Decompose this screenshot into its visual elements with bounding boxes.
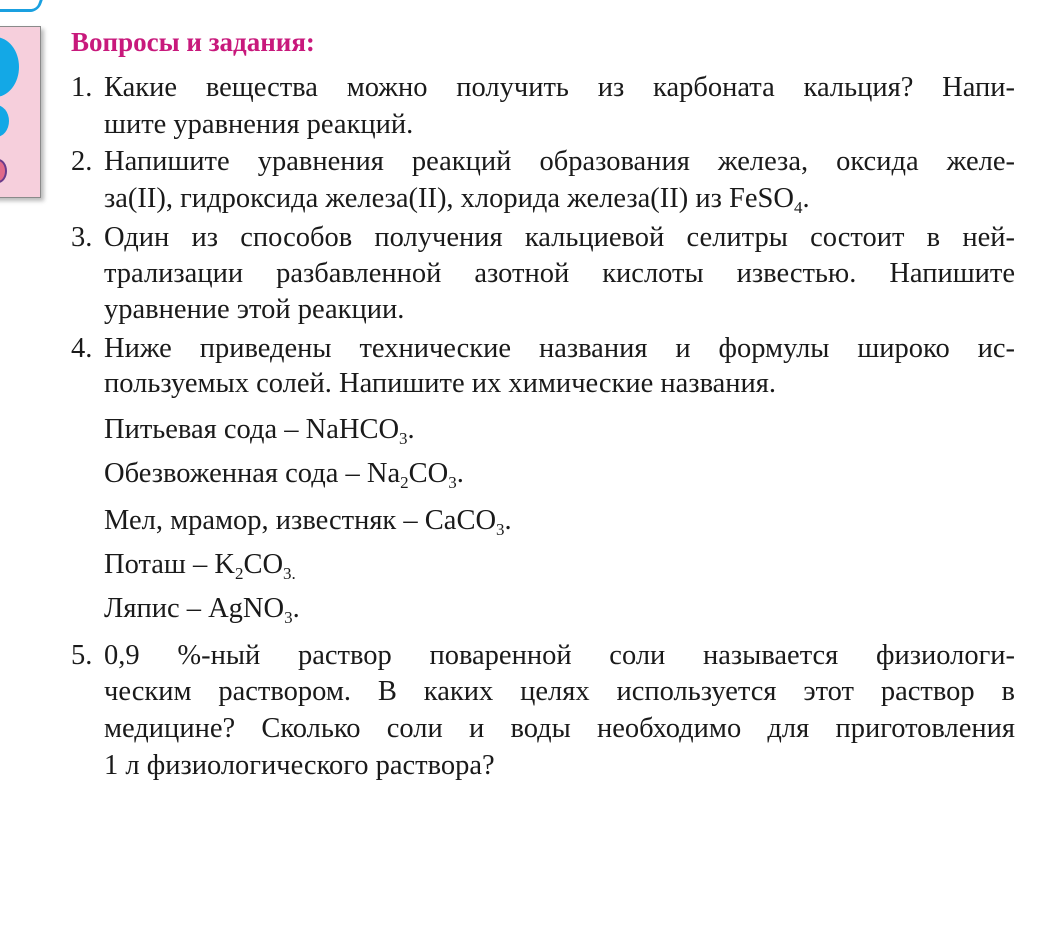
dash: – <box>284 414 299 445</box>
formula: . <box>292 593 300 624</box>
item-5-line: ческим раствором. В каких целях используется этот раствор в <box>104 676 1015 707</box>
formula: CO <box>243 549 284 580</box>
question-mark-icon <box>0 26 41 198</box>
item-number: 5. <box>71 640 93 671</box>
hexagon-decoration <box>0 0 54 12</box>
salt-line <box>104 456 1015 492</box>
text: . <box>802 183 810 214</box>
formula: CaCO <box>424 505 497 536</box>
dash: – <box>186 593 201 624</box>
item-number: 4. <box>71 333 93 364</box>
salt-name: Обезвоженная сода <box>104 458 339 489</box>
subscript: 2 <box>234 564 244 583</box>
salt-name: Поташ <box>104 549 186 580</box>
dash: – <box>192 549 208 580</box>
subscript: 3 <box>448 473 457 492</box>
item-number: 3. <box>71 222 93 253</box>
item-3-line: трализации разбавленной азотной кислоты известью. Напишите <box>104 258 1015 289</box>
subscript: 2 <box>400 473 409 492</box>
item-3-line: уравнение этой реакции. <box>104 294 405 325</box>
item-4-line: пользуемых солей. Напишите их химические названия. <box>104 368 777 399</box>
subscript: 4 <box>793 198 803 217</box>
subscript: 3 <box>284 608 293 627</box>
formula: Na <box>366 458 401 489</box>
item-number: 2. <box>71 146 93 177</box>
salt-line <box>104 591 1015 627</box>
item-5-line: 1 л физиологического раствора? <box>104 750 495 781</box>
item-5-line: 0,9 %-ный раствор поваренной соли называется физиологи- <box>104 640 1015 671</box>
subscript: 3. <box>283 564 296 583</box>
section-title: Вопросы и задания: <box>71 27 315 57</box>
item-1-line: Какие вещества можно получить из карбоната кальция? Напи- <box>104 72 1015 103</box>
dash: – <box>403 505 418 536</box>
formula: NaHCO <box>305 414 400 445</box>
subscript: 3 <box>496 520 505 539</box>
salt-line <box>104 503 1015 539</box>
salt-name: Ляпис <box>104 593 180 624</box>
item-2-line <box>104 181 1015 217</box>
text: за(II), гидроксида железа(II), хлорида железа(II) из FeSO <box>104 183 794 214</box>
item-2-line: Напишите уравнения реакций образования железа, оксида желе- <box>104 146 1015 177</box>
salt-line <box>104 547 1015 583</box>
dash: – <box>345 458 360 489</box>
item-3-line: Один из способов получения кальциевой селитры состоит в ней- <box>104 222 1015 253</box>
item-4-line: Ниже приведены технические названия и формулы широко ис- <box>104 333 1015 364</box>
salt-line <box>104 412 1015 448</box>
salt-name: Питьевая сода <box>104 414 278 445</box>
formula: . <box>456 458 464 489</box>
formula: CO <box>408 458 449 489</box>
item-5-line: медицине? Сколько соли и воды необходимо для приготовления <box>104 713 1015 744</box>
subscript: 3 <box>399 429 408 448</box>
formula: . <box>407 414 415 445</box>
formula: AgNO <box>208 593 285 624</box>
item-1-line: шите уравнения реакций. <box>104 109 414 140</box>
formula: . <box>504 505 512 536</box>
formula: K <box>214 549 235 580</box>
item-number: 1. <box>71 72 93 103</box>
salt-name: Мел, мрамор, известняк <box>104 505 397 536</box>
